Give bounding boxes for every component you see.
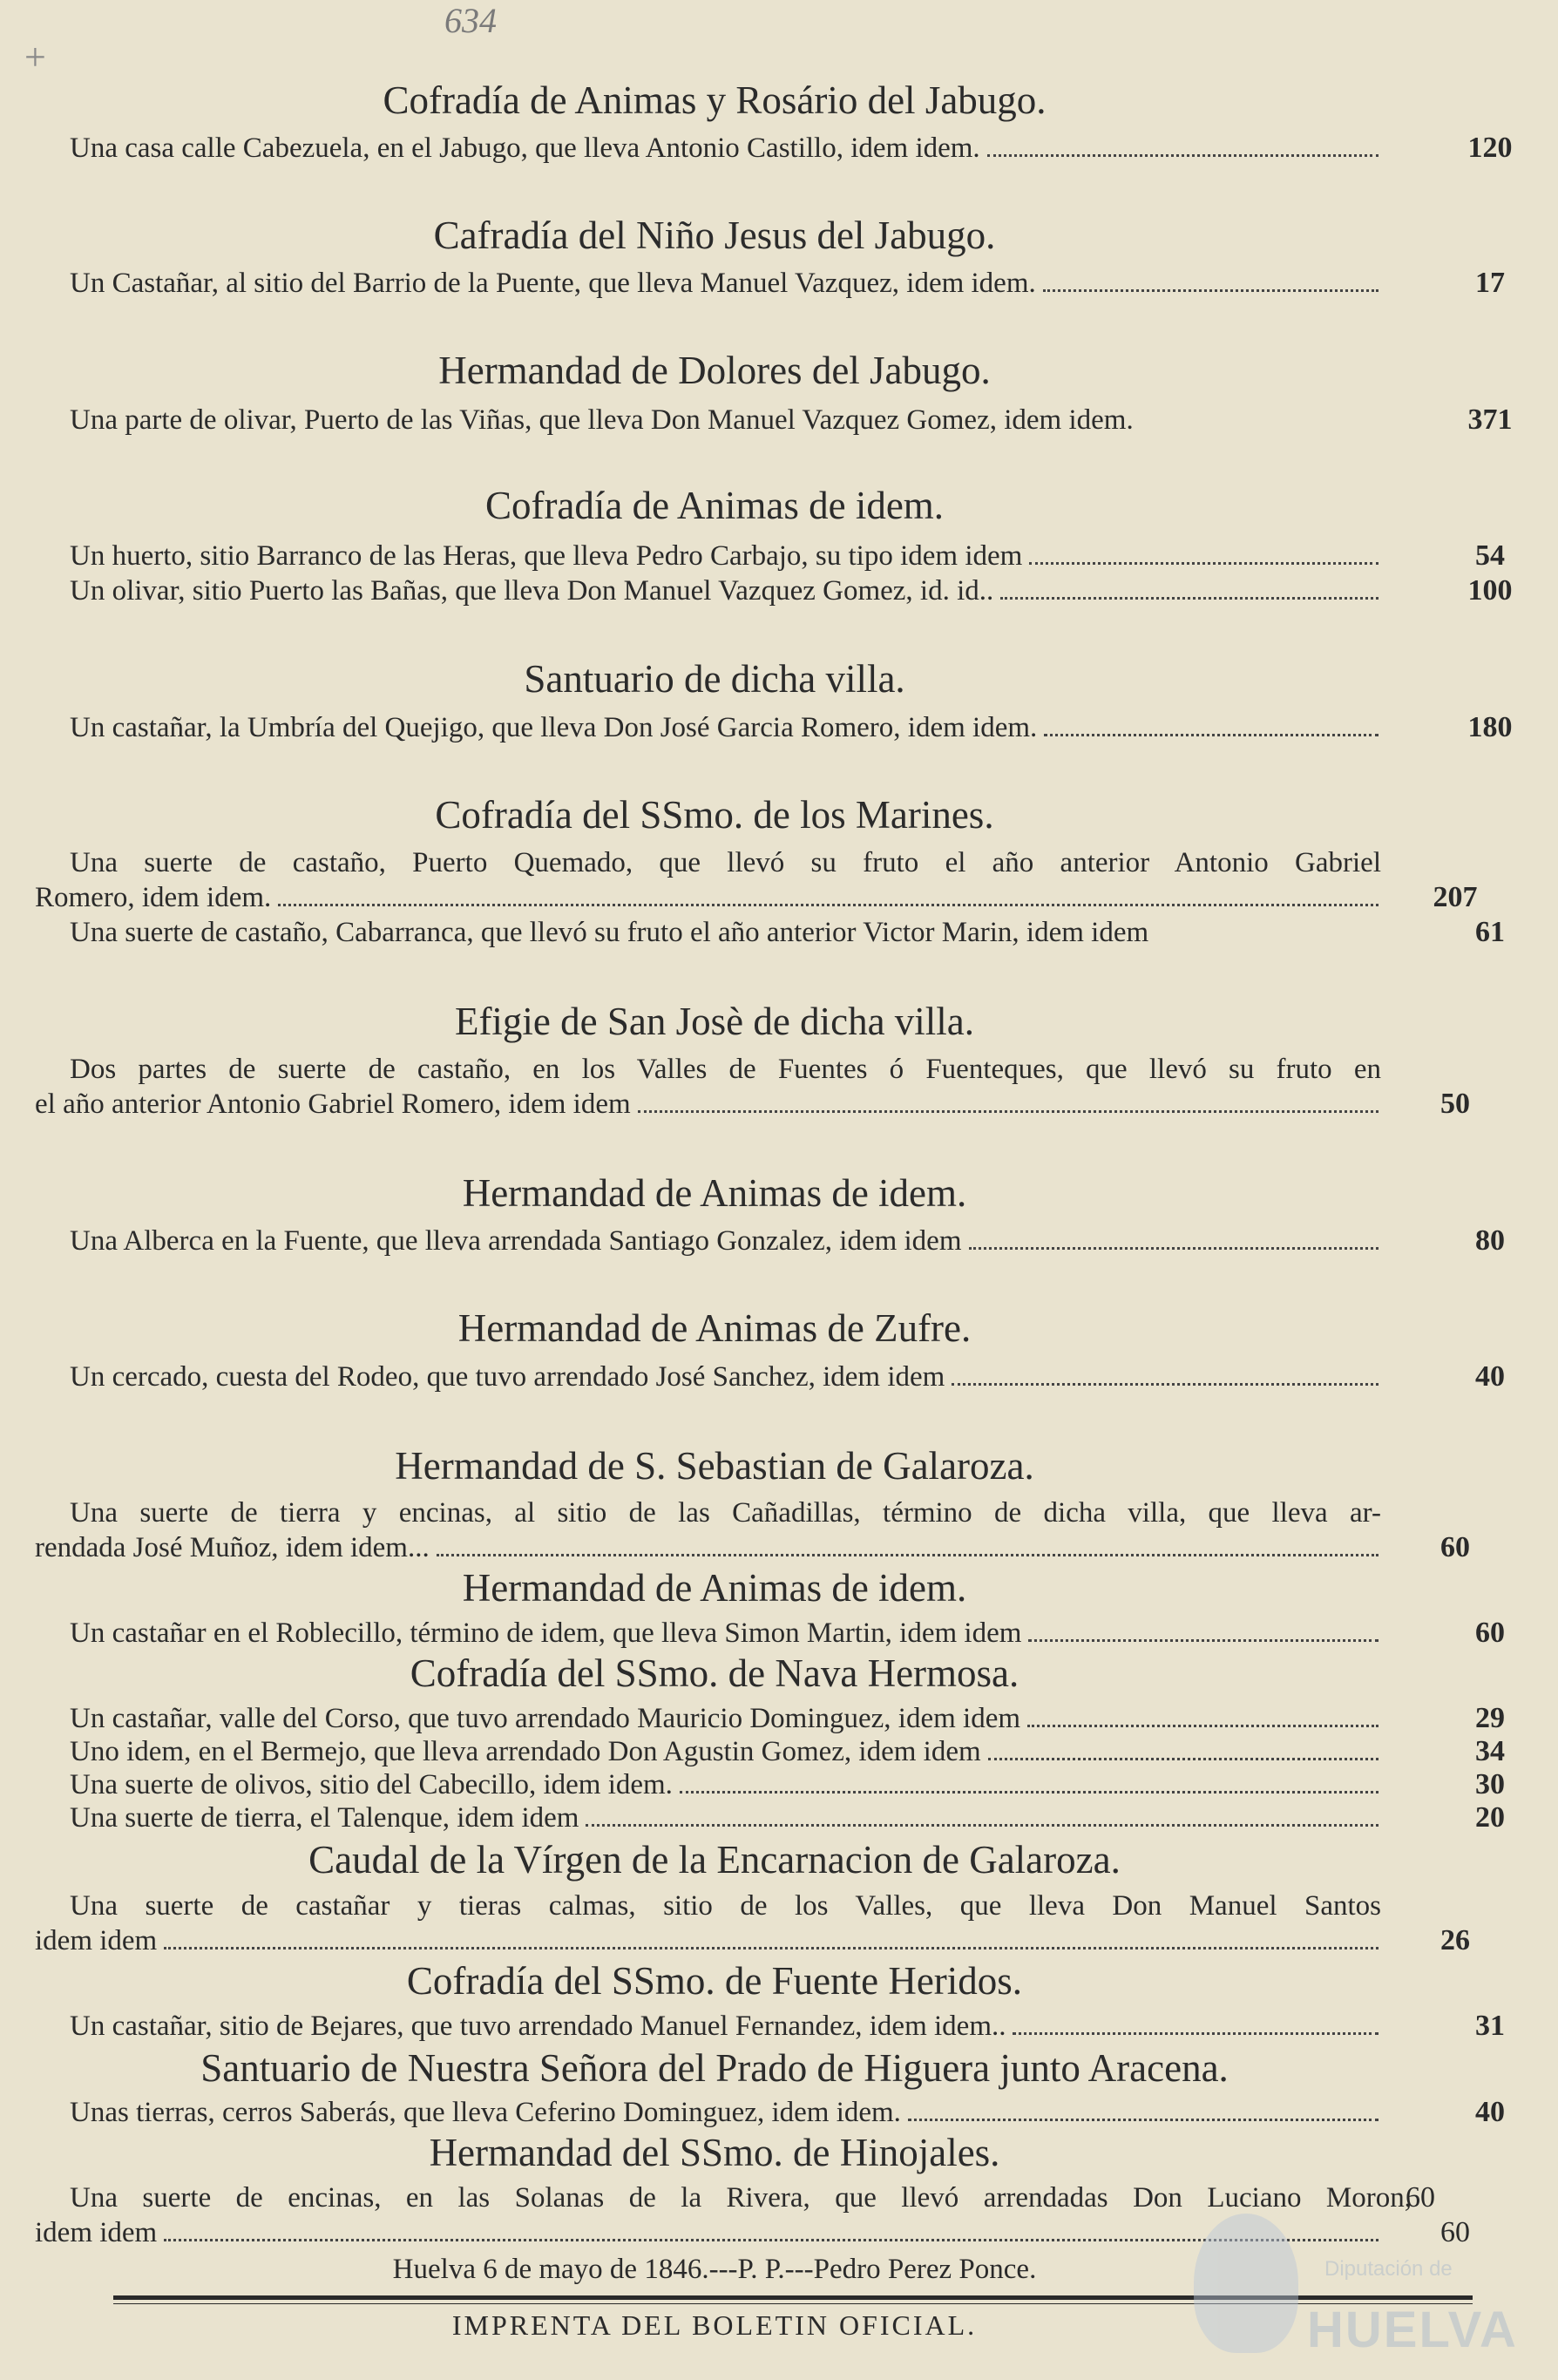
entry-text: Unas tierras, cerros Saberás, que lleva Ceferino Dominguez, idem idem. [70, 2097, 901, 2128]
entry-text: Una suerte de olivos, sitio del Cabecillo, idem idem. [70, 1769, 673, 1800]
section-heading: Efigie de San Josè de dicha villa. [454, 1000, 975, 1043]
entry-line: Dos partes de suerte de castaño, en los Valles de Fuentes ó Fuenteques, que llevó su fruto en [70, 1054, 1381, 1085]
section-heading: Caudal de la Vírgen de la Encarnacion de Galaroza. [308, 1838, 1121, 1882]
entry-text: Una parte de olivar, Puerto de las Viñas, que lleva Don Manuel Vazquez Gomez, idem idem. [70, 404, 1134, 436]
entry-row [70, 1616, 1505, 1651]
section-heading: Hermandad de Animas de Zufre. [457, 1306, 972, 1350]
entry-text: Romero, idem idem. [35, 882, 272, 913]
entry-text: Una casa calle Cabezuela, en el Jabugo, que lleva Antonio Castillo, idem idem. [70, 132, 980, 164]
entry-text: Un Castañar, al sitio del Barrio de la Puente, que lleva Manuel Vazquez, idem idem. [70, 268, 1036, 299]
entry-row [70, 2095, 1505, 2130]
entry-text: Una suerte de tierra, el Talenque, idem idem [70, 1802, 579, 1834]
leader-dots [1043, 289, 1378, 292]
leader-dots [908, 2119, 1378, 2121]
leader-dots [952, 1383, 1378, 1386]
entry-amount: 50 [1440, 1088, 1470, 1120]
entry-row [70, 403, 1513, 437]
section-heading: Cofradía del SSmo. de Fuente Heridos. [406, 1959, 1023, 2003]
entry-text: idem idem [35, 2217, 158, 2248]
entry-row [70, 1360, 1505, 1394]
margin-cross-mark: + [24, 36, 46, 78]
entry-line: Una suerte de encinas, en las Solanas de la Rivera, que llevó arrendadas Don Luciano Moron, [70, 2182, 1412, 2214]
entry-text: Uno idem, en el Bermejo, que lleva arrendado Don Agustin Gomez, idem idem [70, 1736, 981, 1767]
watermark-text: HUELVA [1307, 2302, 1518, 2358]
entry-text: Un cercado, cuesta del Rodeo, que tuvo arrendado José Sanchez, idem idem [70, 1361, 945, 1393]
entry-row [35, 2215, 1470, 2250]
leader-dots [1000, 597, 1378, 600]
section-heading: Santuario de Nuestra Señora del Prado de Higuera junto Aracena. [200, 2046, 1229, 2090]
entry-amount: 20 [1475, 1801, 1505, 1834]
leader-dots [1028, 1639, 1378, 1642]
document-footer: Huelva 6 de mayo de 1846.---P. P.---Pedro Perez Ponce. [392, 2254, 1037, 2285]
section-heading: Hermandad de S. Sebastian de Galaroza. [395, 1444, 1034, 1488]
entry-amount: 54 [1475, 539, 1505, 572]
entry-row [70, 266, 1505, 301]
entry-amount: 40 [1475, 1360, 1505, 1393]
entry-line: Una suerte de tierra y encinas, al sitio de las Cañadillas, término de dicha villa, que lleva ar- [70, 1497, 1381, 1529]
entry-row [70, 2009, 1505, 2044]
entry-amount: 207 [1433, 881, 1478, 913]
entry-line: Una suerte de castañar y tieras calmas, sitio de los Valles, que lleva Don Manuel Santos [70, 1890, 1381, 1922]
entry-text: Una Alberca en la Fuente, que lleva arrendada Santiago Gonzalez, idem idem [70, 1225, 962, 1257]
entry-row [35, 1087, 1470, 1122]
margin-page-number: 634 [444, 1, 497, 40]
entry-amount: 26 [1440, 1924, 1470, 1956]
section-heading: Cofradía del SSmo. de Nava Hermosa. [410, 1651, 1019, 1695]
leader-dots [988, 1758, 1378, 1760]
entry-row [35, 1530, 1470, 1565]
entry-amount: 60 [1406, 2181, 1435, 2214]
entry-amount: 100 [1467, 574, 1513, 607]
entry-line: Una suerte de castaño, Puerto Quemado, que llevó su fruto el año anterior Antonio Gabriel [70, 847, 1381, 878]
entry-text: Un castañar, valle del Corso, que tuvo arrendado Mauricio Dominguez, idem idem [70, 1703, 1021, 1734]
section-heading: Santuario de dicha villa. [524, 657, 905, 701]
entry-row [70, 1800, 1505, 1835]
entry-text: Una suerte de castaño, Cabarranca, que llevó su fruto el año anterior Victor Marin, idem idem [70, 917, 1149, 948]
entry-amount: 80 [1475, 1224, 1505, 1257]
leader-dots [164, 1947, 1378, 1949]
entry-text: rendada José Muñoz, idem idem... [35, 1532, 430, 1563]
entry-text: idem idem [35, 1925, 158, 1956]
entry-amount: 60 [1440, 2216, 1470, 2248]
entry-text: el año anterior Antonio Gabriel Romero, idem idem [35, 1088, 631, 1120]
entry-row [70, 539, 1505, 573]
leader-dots [1027, 1725, 1378, 1727]
entry-amount: 371 [1467, 403, 1513, 436]
leader-dots [278, 904, 1378, 906]
leader-dots [437, 1554, 1378, 1556]
entry-text: Un huerto, sitio Barranco de las Heras, que lleva Pedro Carbajo, su tipo idem idem [70, 540, 1023, 572]
leader-dots [638, 1110, 1378, 1113]
entry-text: Un olivar, sitio Puerto las Bañas, que lleva Don Manuel Vazquez Gomez, id. id.. [70, 575, 994, 607]
shield-icon [1194, 2214, 1298, 2353]
entry-row [70, 1767, 1505, 1802]
entry-amount: 61 [1475, 916, 1505, 948]
entry-amount: 30 [1475, 1768, 1505, 1800]
leader-dots [586, 1824, 1378, 1827]
entry-amount: 120 [1467, 132, 1513, 164]
entry-row [70, 1734, 1505, 1769]
entry-text: Un castañar, sitio de Bejares, que tuvo arrendado Manuel Fernandez, idem idem.. [70, 2010, 1006, 2042]
entry-amount: 180 [1467, 711, 1513, 743]
entry-text: Un castañar en el Roblecillo, término de idem, que lleva Simon Martin, idem idem [70, 1617, 1022, 1649]
entry-amount: 40 [1475, 2096, 1505, 2128]
leader-dots [987, 154, 1378, 157]
section-heading: Cofradía de Animas y Rosário del Jabugo. [383, 78, 1047, 122]
watermark-small-text: Diputación de [1324, 2257, 1453, 2281]
leader-dots [680, 1791, 1378, 1793]
section-heading: Hermandad de Dolores del Jabugo. [438, 349, 991, 392]
entry-row [70, 1224, 1505, 1258]
leader-dots [1013, 2032, 1378, 2035]
section-heading: Hermandad del SSmo. de Hinojales. [429, 2131, 1000, 2174]
entry-amount: 17 [1475, 267, 1505, 299]
archive-watermark [1194, 2205, 1542, 2370]
section-heading: Cofradía del SSmo. de los Marines. [435, 793, 994, 837]
section-heading: Hermandad de Animas de idem. [462, 1566, 967, 1610]
entry-text: Un castañar, la Umbría del Quejigo, que lleva Don José Garcia Romero, idem idem. [70, 712, 1038, 743]
entry-amount: 60 [1475, 1617, 1505, 1649]
entry-amount: 34 [1475, 1735, 1505, 1767]
leader-dots [1029, 562, 1378, 565]
section-heading: Cafradía del Niño Jesus del Jabugo. [433, 214, 996, 257]
leader-dots [1044, 734, 1378, 736]
entry-amount: 29 [1475, 1702, 1505, 1734]
entry-row [70, 710, 1513, 745]
entry-amount: 31 [1475, 2010, 1505, 2042]
entry-row [70, 915, 1505, 950]
leader-dots [969, 1247, 1379, 1250]
entry-row [35, 1923, 1470, 1958]
entry-row [70, 131, 1513, 166]
imprint-line: IMPRENTA DEL BOLETIN OFICIAL. [451, 2309, 978, 2341]
entry-row [35, 880, 1478, 915]
entry-amount: 60 [1440, 1531, 1470, 1563]
entry-row [70, 573, 1513, 608]
entry-row [70, 1701, 1505, 1736]
section-heading: Hermandad de Animas de idem. [462, 1171, 967, 1215]
section-heading: Cofradía de Animas de idem. [484, 484, 945, 527]
